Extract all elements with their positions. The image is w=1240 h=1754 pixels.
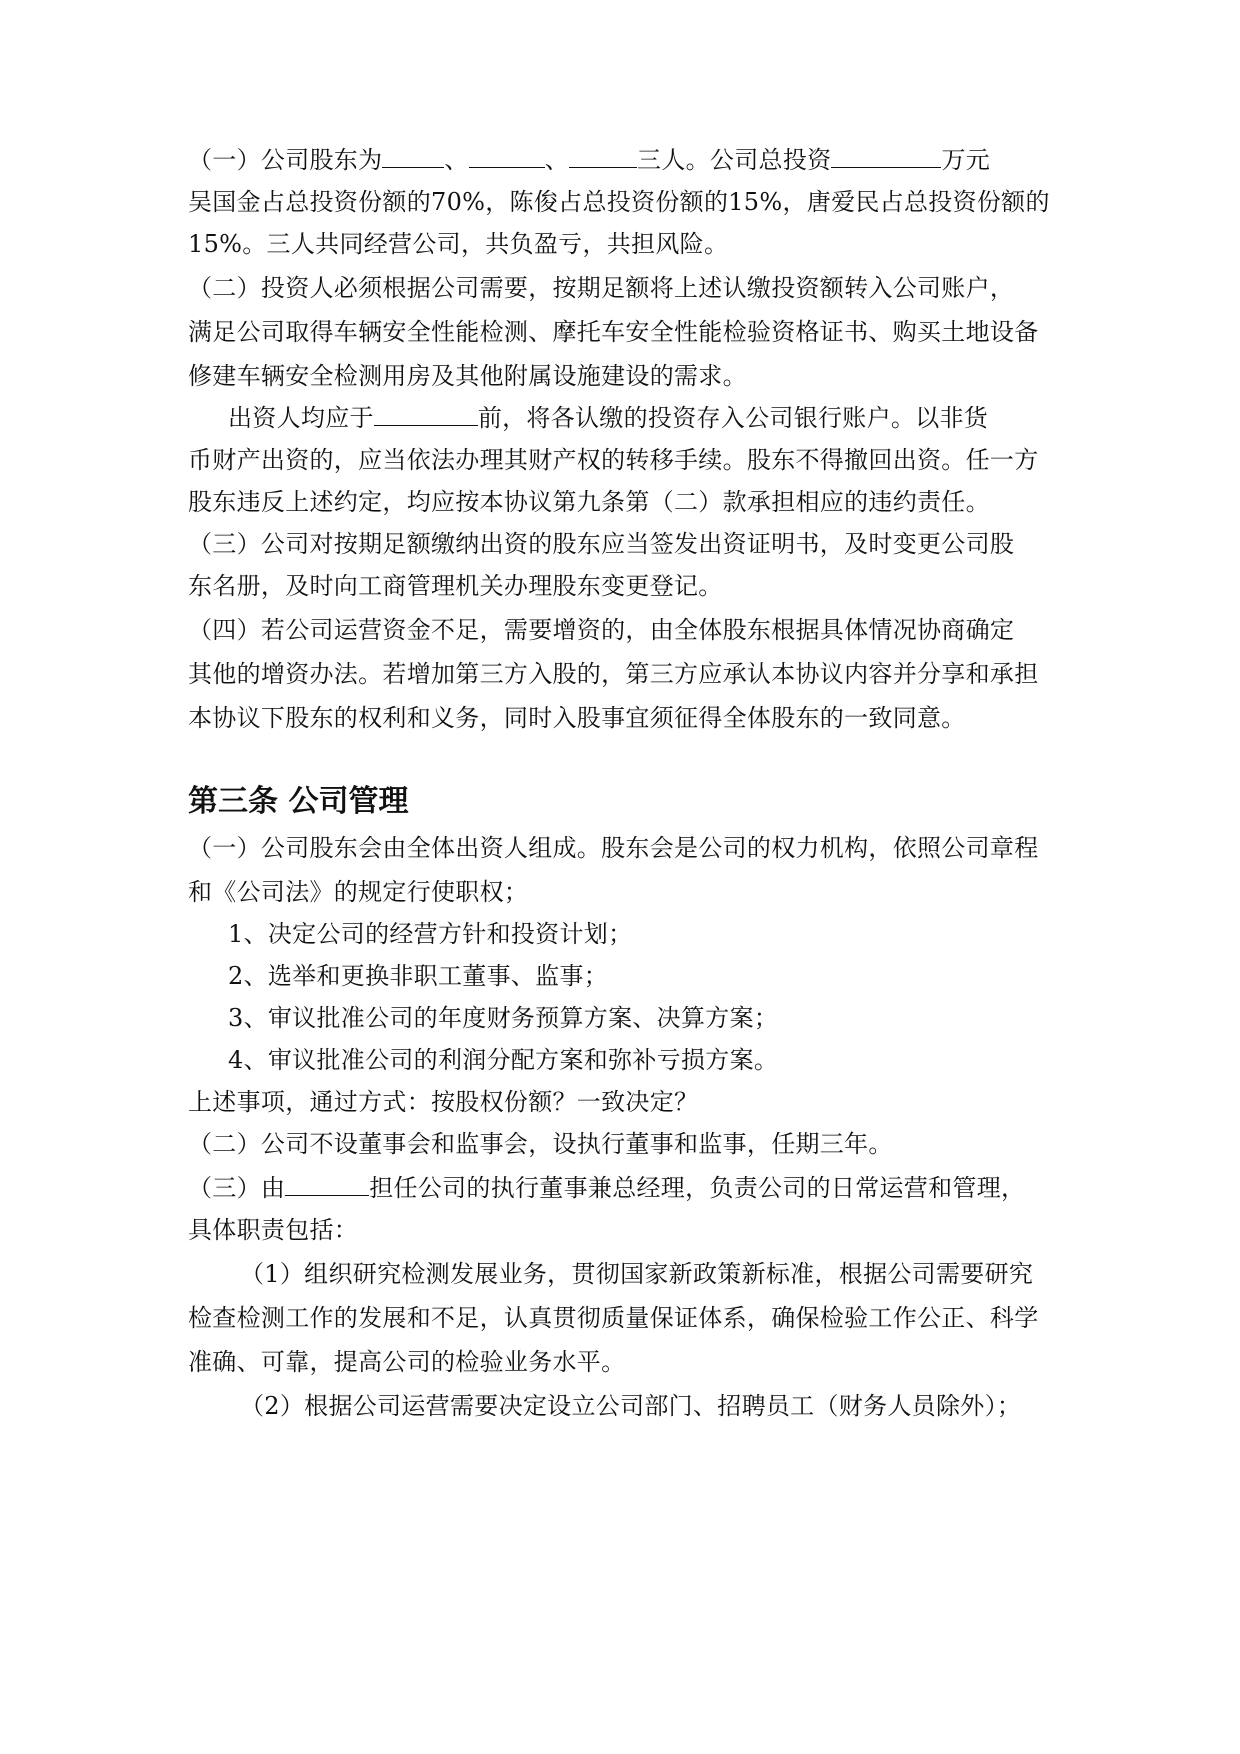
paragraph-line: 准确、可靠，提高公司的检验业务水平。 — [188, 1348, 626, 1376]
deadline-date-blank[interactable] — [374, 401, 478, 426]
text-segment: 万元 — [941, 146, 991, 174]
shareholder-3-blank[interactable] — [569, 143, 637, 168]
shareholders-line — [188, 142, 990, 178]
paragraph-line: 吴国金占总投资份额的70%，陈俊占总投资份额的15%，唐爱民占总投资份额的 — [188, 188, 1050, 216]
list-item: 2、选举和更换非职工董事、监事； — [228, 962, 609, 990]
paragraph-line: 和《公司法》的规定行使职权； — [188, 878, 529, 906]
paragraph-line: 东名册，及时向工商管理机关办理股东变更登记。 — [188, 572, 723, 600]
paragraph-line: 修建车辆安全检测用房及其他附属设施建设的需求。 — [188, 362, 747, 390]
paragraph-line: 15%。三人共同经营公司，共负盈亏，共担风险。 — [188, 230, 729, 258]
text-segment: 、 — [444, 146, 469, 174]
executive-director-blank[interactable] — [285, 1171, 369, 1196]
list-item: 3、审议批准公司的年度财务预算方案、决算方案； — [228, 1004, 779, 1032]
text-segment: （一）公司股东为 — [188, 146, 383, 174]
paragraph-line: 币财产出资的，应当依法办理其财产权的转移手续。股东不得撤回出资。任一方 — [188, 446, 1039, 474]
paragraph-line: （二）公司不设董事会和监事会，设执行董事和监事，任期三年。 — [188, 1130, 893, 1158]
duty-item: （1）组织研究检测发展业务，贯彻国家新政策新标准，根据公司需要研究 — [240, 1260, 1034, 1288]
paragraph-line: （二）投资人必须根据公司需要，按期足额将上述认缴投资额转入公司账户， — [188, 274, 1015, 302]
paragraph-line: 本协议下股东的权利和义务，同时入股事宜须征得全体股东的一致同意。 — [188, 704, 966, 732]
paragraph-line: 具体职责包括： — [188, 1216, 359, 1244]
paragraph-line: （一）公司股东会由全体出资人组成。股东会是公司的权力机构，依照公司章程 — [188, 834, 1039, 862]
text-segment: 、 — [544, 146, 570, 174]
paragraph-line: 其他的增资办法。若增加第三方入股的，第三方应承认本协议内容并分享和承担 — [188, 660, 1039, 688]
paragraph-line: 满足公司取得车辆安全性能检测、摩托车安全性能检验资格证书、购买土地设备 — [188, 318, 1039, 346]
text-segment: （三）由 — [188, 1174, 286, 1202]
text-segment: 出资人均应于 — [228, 404, 374, 432]
list-item: 1、决定公司的经营方针和投资计划； — [228, 920, 633, 948]
paragraph-line: （三）公司对按期足额缴纳出资的股东应当签发出资证明书，及时变更公司股 — [188, 530, 1015, 558]
executive-director-line — [188, 1170, 1025, 1206]
deadline-line — [228, 400, 988, 436]
voting-note: 上述事项，通过方式：按股权份额？一致决定？ — [188, 1088, 699, 1116]
duty-item: （2）根据公司运营需要决定设立公司部门、招聘员工（财务人员除外）； — [240, 1392, 1022, 1420]
text-segment: 三人。公司总投资 — [637, 146, 832, 174]
paragraph-line: 股东违反上述约定，均应按本协议第九条第（二）款承担相应的违约责任。 — [188, 488, 990, 516]
paragraph-line: 检查检测工作的发展和不足，认真贯彻质量保证体系，确保检验工作公正、科学 — [188, 1304, 1039, 1332]
section-heading: 第三条 公司管理 — [188, 784, 409, 819]
text-segment: 担任公司的执行董事兼总经理，负责公司的日常运营和管理， — [369, 1174, 1026, 1202]
total-investment-blank[interactable] — [831, 143, 941, 168]
text-segment: 前，将各认缴的投资存入公司银行账户。以非货 — [477, 404, 989, 432]
shareholder-1-blank[interactable] — [382, 143, 444, 168]
paragraph-line: （四）若公司运营资金不足，需要增资的，由全体股东根据具体情况协商确定 — [188, 616, 1015, 644]
shareholder-2-blank[interactable] — [469, 143, 545, 168]
list-item: 4、审议批准公司的利润分配方案和弥补亏损方案。 — [228, 1046, 779, 1074]
